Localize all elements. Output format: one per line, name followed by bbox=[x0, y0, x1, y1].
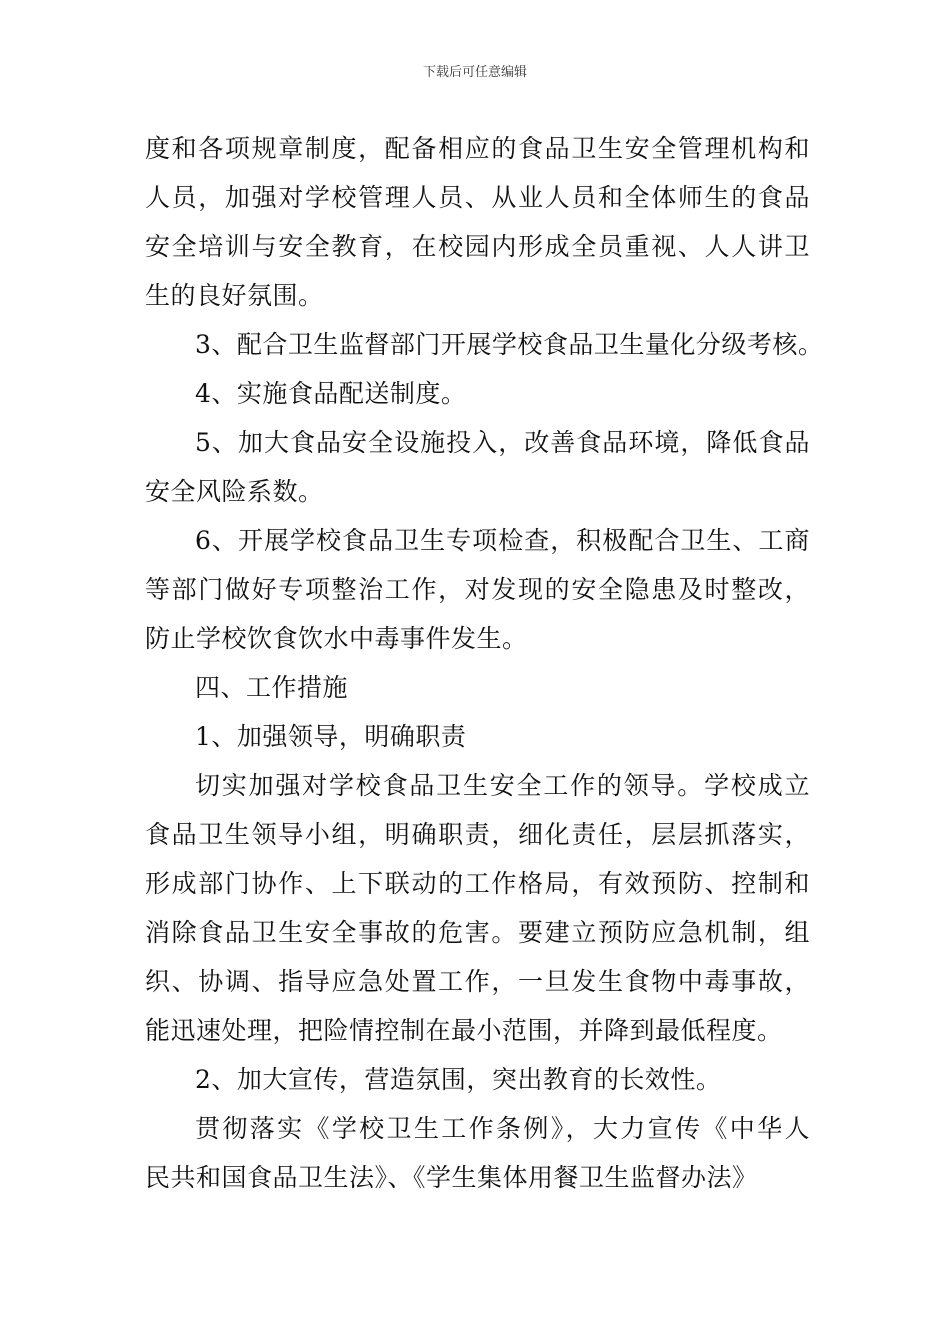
text-line: 安全风险系数。 bbox=[145, 477, 324, 506]
page-header-note: 下载后可任意编辑 bbox=[422, 65, 527, 80]
text-line: 2、加大宣传，营造氛围，突出教育的长效性。 bbox=[195, 1065, 722, 1094]
text-line: 等部门做好专项整治工作，对发现的安全隐患及时整改， bbox=[145, 575, 810, 604]
text-line: 切实加强对学校食品卫生安全工作的领导。学校成立 bbox=[195, 771, 810, 800]
text-line: 3、配合卫生监督部门开展学校食品卫生量化分级考核。 bbox=[195, 330, 824, 359]
text-line: 形成部门协作、上下联动的工作格局，有效预防、控制和 bbox=[145, 869, 810, 898]
text-line: 民共和国食品卫生法》、《学生集体用餐卫生监督办法》 bbox=[145, 1163, 758, 1192]
section-heading bbox=[145, 663, 810, 712]
text-line: 人员，加强对学校管理人员、从业人员和全体师生的食品 bbox=[145, 183, 810, 212]
text-line: 四、工作措施 bbox=[195, 673, 349, 702]
text-line: 消除食品卫生安全事故的危害。要建立预防应急机制，组 bbox=[145, 918, 810, 947]
text-line: 1、加强领导，明确职责 bbox=[195, 722, 467, 751]
paragraph-item-6 bbox=[145, 516, 810, 663]
text-line: 防止学校饮食饮水中毒事件发生。 bbox=[145, 624, 528, 653]
text-line: 贯彻落实《学校卫生工作条例》，大力宣传《中华人 bbox=[195, 1114, 810, 1143]
text-line: 5、加大食品安全设施投入，改善食品环境，降低食品 bbox=[195, 428, 810, 457]
text-line: 度和各项规章制度，配备相应的食品卫生安全管理机构和 bbox=[145, 134, 810, 163]
text-line: 生的良好氛围。 bbox=[145, 281, 324, 310]
text-line: 织、协调、指导应急处置工作，一旦发生食物中毒事故， bbox=[145, 967, 810, 996]
text-line: 能迅速处理，把险情控制在最小范围，并降到最低程度。 bbox=[145, 1016, 783, 1045]
subsection-heading bbox=[145, 1055, 810, 1104]
document-body bbox=[145, 124, 824, 1202]
subsection-heading bbox=[145, 712, 810, 761]
text-line: 6、开展学校食品卫生专项检查，积极配合卫生、工商 bbox=[195, 526, 810, 555]
paragraph bbox=[145, 1104, 810, 1202]
paragraph-item-4 bbox=[145, 369, 810, 418]
paragraph-item-3 bbox=[145, 320, 824, 369]
text-line: 4、实施食品配送制度。 bbox=[195, 379, 467, 408]
paragraph bbox=[145, 124, 810, 320]
paragraph-item-5 bbox=[145, 418, 810, 516]
text-line: 食品卫生领导小组，明确职责，细化责任，层层抓落实， bbox=[145, 820, 810, 849]
text-line: 安全培训与安全教育，在校园内形成全员重视、人人讲卫 bbox=[145, 232, 810, 261]
paragraph bbox=[145, 761, 810, 1055]
